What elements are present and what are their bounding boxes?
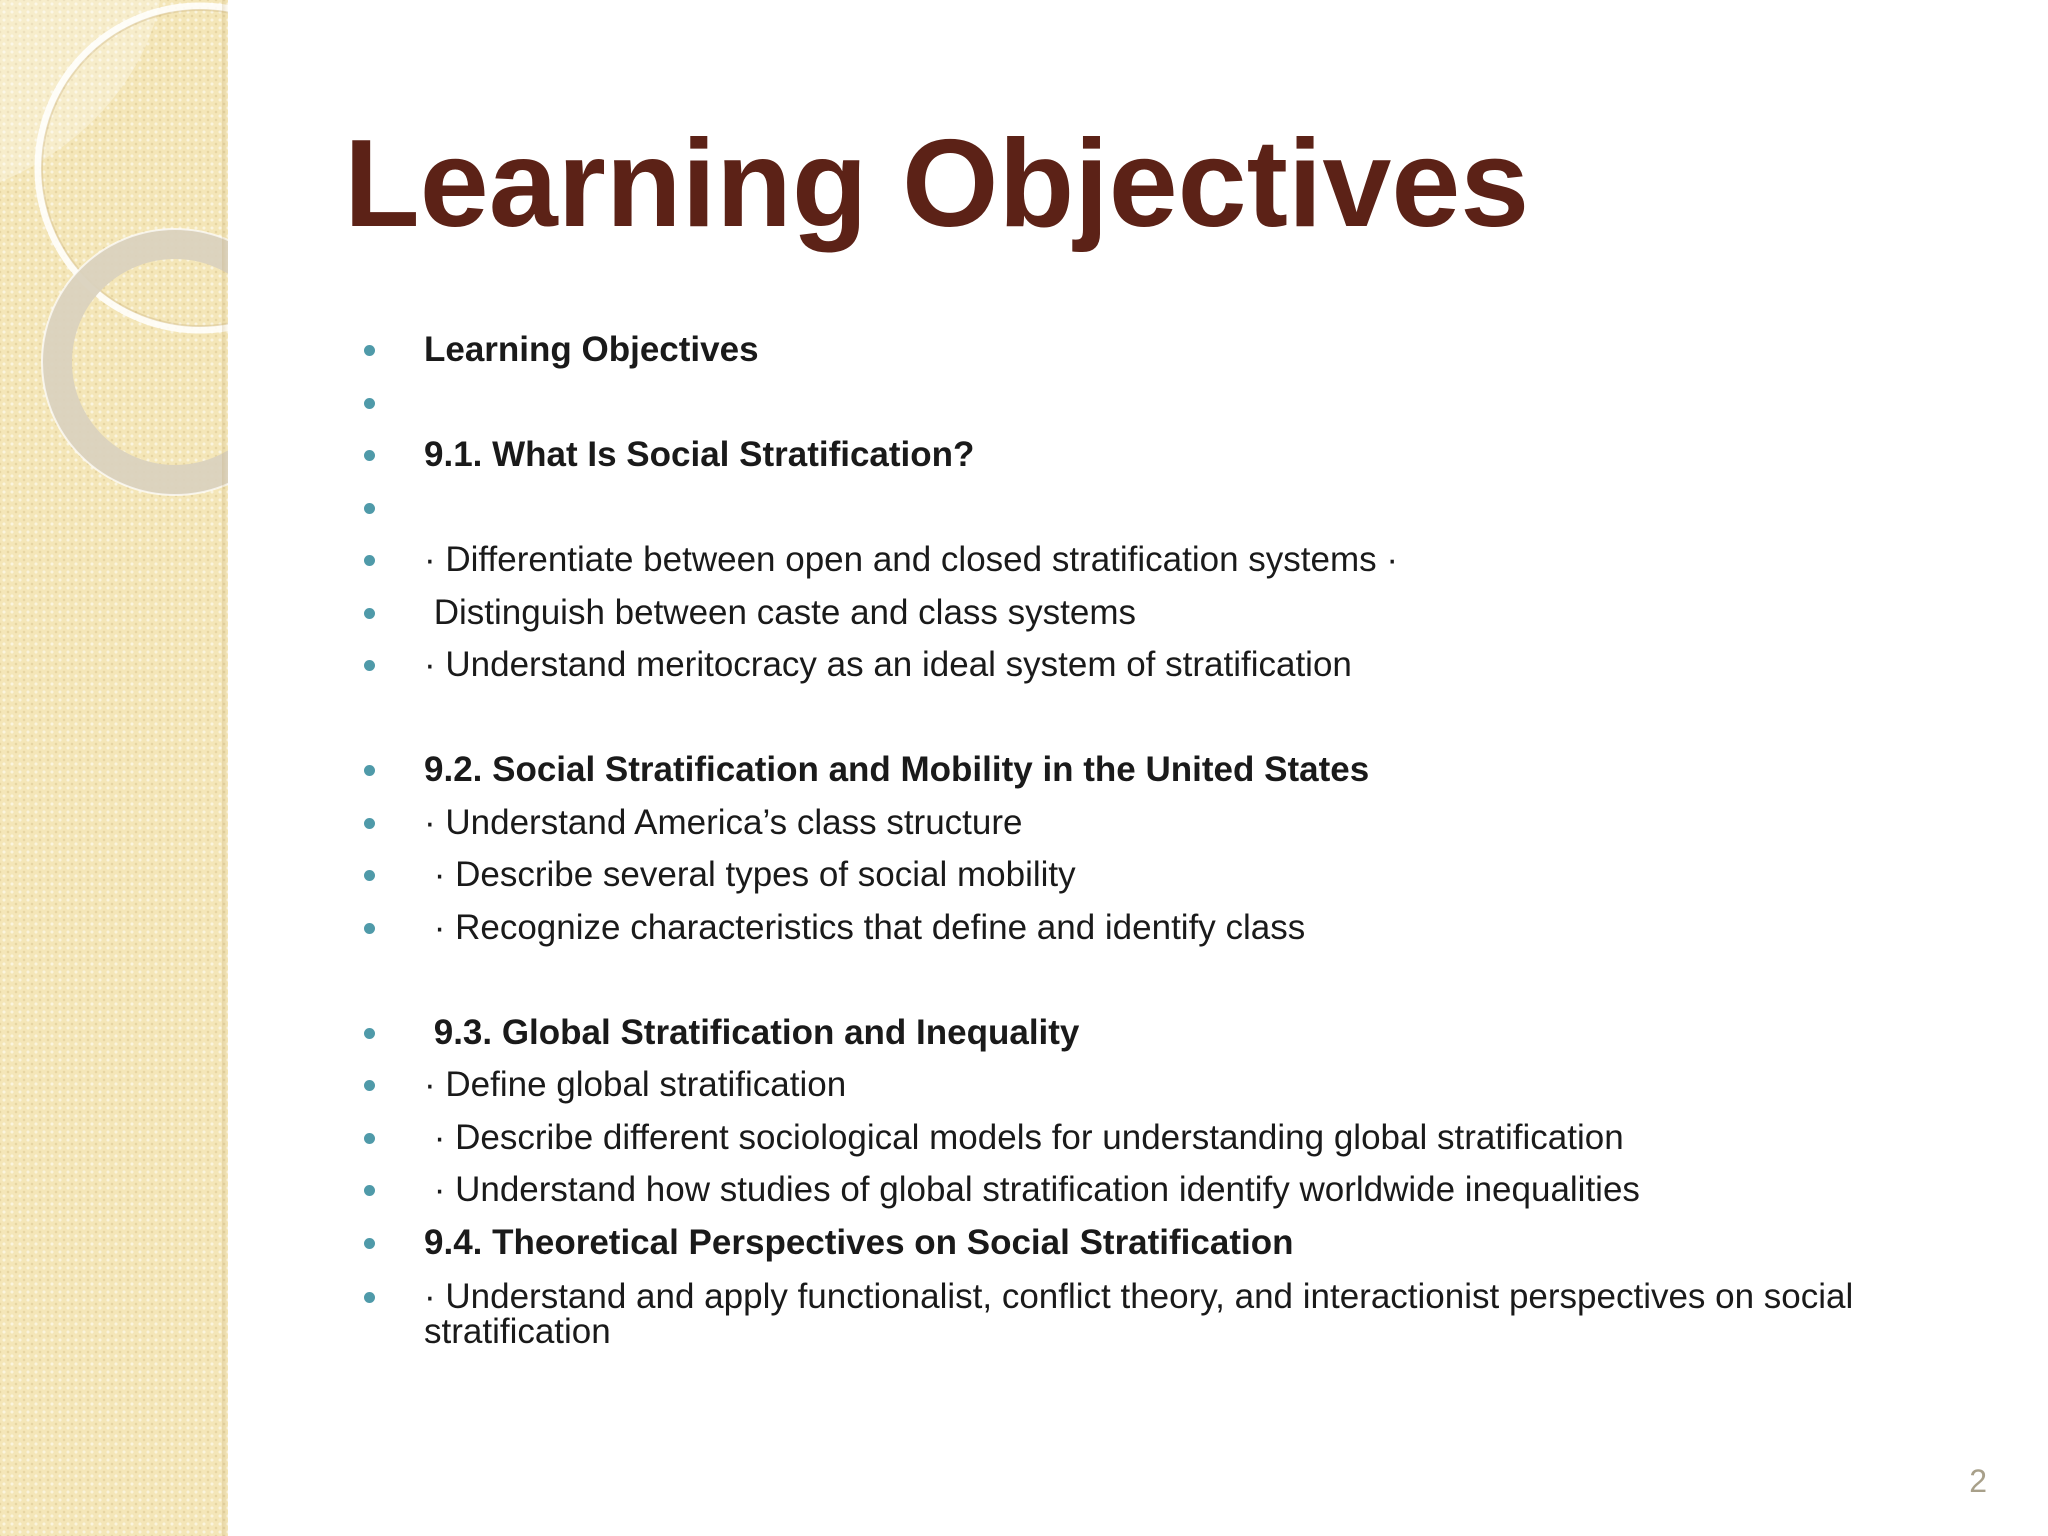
list-item bbox=[350, 744, 1990, 797]
list-item bbox=[350, 1217, 1990, 1270]
bullet-dot-icon bbox=[364, 1028, 375, 1039]
bullet-dot-icon bbox=[364, 1133, 375, 1144]
list-item bbox=[350, 1164, 1990, 1217]
list-item bbox=[350, 1059, 1990, 1112]
bullet-dot-icon bbox=[364, 503, 375, 514]
list-item bbox=[350, 1007, 1990, 1060]
decorative-circles-graphic bbox=[0, 0, 228, 520]
bullet-dot-icon bbox=[364, 608, 375, 619]
list-item-text: · Describe different sociological models for understanding global stratification bbox=[424, 1117, 1624, 1157]
list-item bbox=[350, 1112, 1990, 1165]
page-number: 2 bbox=[1969, 1463, 1987, 1499]
list-item bbox=[350, 587, 1990, 640]
list-item-text: · Understand and apply functionalist, conflict theory, and interactionist perspectives on social stratification bbox=[424, 1277, 1854, 1351]
list-item-text: 9.2. Social Stratification and Mobility in the United States bbox=[424, 750, 1370, 790]
side-panel-edge-shadow bbox=[222, 0, 228, 1536]
bullet-dot-icon bbox=[364, 345, 375, 356]
list-item-text: 9.1. What Is Social Stratification? bbox=[424, 435, 975, 475]
list-item bbox=[350, 324, 1990, 377]
list-item-text: · Understand how studies of global stratification identify worldwide inequalities bbox=[424, 1170, 1640, 1210]
bullet-dot-icon bbox=[364, 1080, 375, 1091]
list-item bbox=[350, 902, 1990, 955]
list-item bbox=[350, 1269, 1990, 1349]
list-item-text: Distinguish between caste and class systems bbox=[424, 592, 1136, 632]
bullet-dot-icon bbox=[364, 765, 375, 776]
list-item bbox=[350, 849, 1990, 902]
list-item-text: · Understand meritocracy as an ideal system of stratification bbox=[424, 645, 1352, 685]
bullet-dot-icon bbox=[364, 1185, 375, 1196]
list-item-text: · Recognize characteristics that define and identify class bbox=[424, 907, 1306, 947]
list-item-text: 9.3. Global Stratification and Inequality bbox=[424, 1012, 1080, 1052]
decorative-side-panel bbox=[0, 0, 228, 1536]
list-item bbox=[350, 534, 1990, 587]
bullet-dot-icon bbox=[364, 923, 375, 934]
bullet-dot-icon bbox=[364, 1292, 375, 1303]
objectives-bullet-list bbox=[350, 324, 1990, 1349]
list-item bbox=[350, 639, 1990, 692]
bullet-dot-icon bbox=[364, 398, 375, 409]
bullet-dot-icon bbox=[364, 555, 375, 566]
slide-title: Learning Objectives bbox=[344, 115, 1530, 253]
bullet-dot-icon bbox=[364, 660, 375, 671]
list-item-text: · Differentiate between open and closed stratification systems · bbox=[424, 540, 1399, 580]
list-item bbox=[350, 429, 1990, 482]
bullet-dot-icon bbox=[364, 818, 375, 829]
list-item-text: · Describe several types of social mobility bbox=[424, 855, 1076, 895]
list-item-text: 9.4. Theoretical Perspectives on Social Stratification bbox=[424, 1222, 1294, 1262]
list-item-text: · Define global stratification bbox=[424, 1065, 847, 1105]
list-item bbox=[350, 377, 1990, 430]
list-item bbox=[350, 797, 1990, 850]
list-item-text: Learning Objectives bbox=[424, 330, 759, 370]
list-item bbox=[350, 482, 1990, 535]
bullet-dot-icon bbox=[364, 870, 375, 881]
bullet-dot-icon bbox=[364, 1238, 375, 1249]
list-item-text: · Understand America’s class structure bbox=[424, 802, 1023, 842]
bullet-dot-icon bbox=[364, 450, 375, 461]
